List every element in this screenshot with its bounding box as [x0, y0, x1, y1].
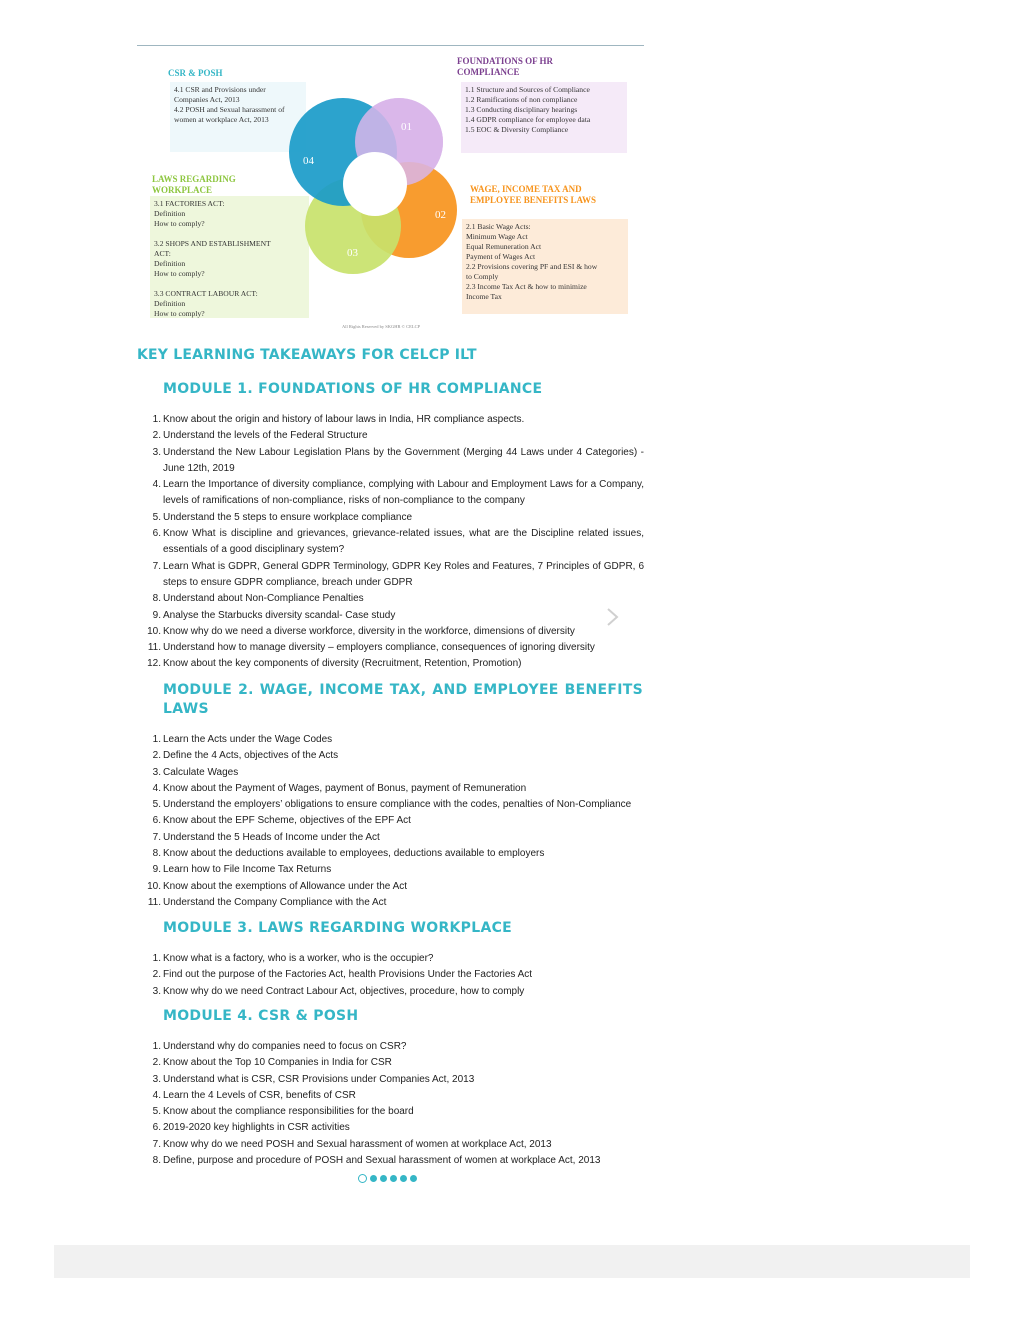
workplace-title: LAWS REGARDING WORKPLACE	[152, 174, 236, 195]
footer-bar	[54, 1245, 970, 1278]
list-item-text: Learn the Importance of diversity compliance, complying with Labour and Employment Laws for a Company, levels of ramifications of non-compliance, risks of non-compliance to the company	[163, 479, 644, 507]
infographic-line: 2.2 Provisions covering PF and ESI & how	[466, 262, 598, 271]
list-number: 4.	[152, 782, 161, 794]
list-item-text: Calculate Wages	[163, 766, 239, 778]
list-item-text: Know What is discipline and grievances, grievance-related issues, what are the Discipline related issues, essentials of a good disciplinary system?	[163, 528, 644, 556]
list-item-text: Analyse the Starbucks diversity scandal- Case study	[163, 609, 396, 621]
list-item	[137, 445, 644, 478]
list-number: 4.	[152, 1089, 161, 1101]
list-item-text: Know about the Payment of Wages, payment of Bonus, payment of Remuneration	[163, 782, 527, 794]
module-3-list	[137, 951, 644, 1000]
list-number: 2.	[152, 430, 161, 442]
infographic-line: 1.4 GDPR compliance for employee data	[465, 115, 591, 124]
list-number: 3.	[152, 1073, 161, 1085]
list-item-text: Know about the origin and history of labour laws in India, HR compliance aspects.	[163, 414, 525, 425]
infographic-line	[154, 279, 305, 289]
list-item	[137, 765, 644, 781]
infographic-line: 1.1 Structure and Sources of Compliance	[465, 85, 590, 94]
infographic-line: 4.2 POSH and Sexual harassment of	[174, 105, 285, 114]
list-item-text: Understand the 5 Heads of Income under the Act	[163, 831, 380, 843]
carousel-dot[interactable]	[400, 1175, 407, 1182]
ring-label-01: 01	[401, 121, 412, 133]
infographic-line: How to comply?	[154, 309, 205, 318]
list-item-text: Know about the exemptions of Allowance under the Act	[163, 880, 408, 892]
list-number: 2.	[152, 1057, 161, 1069]
ring-label-03: 03	[347, 247, 358, 259]
carousel-dot[interactable]	[358, 1174, 367, 1183]
csr-posh-box	[170, 82, 306, 152]
list-item-text: Understand why do companies need to focus on CSR?	[163, 1041, 407, 1052]
list-number: 3.	[152, 985, 161, 997]
list-number: 11.	[147, 642, 161, 654]
infographic-line: How to comply?	[154, 269, 205, 278]
course-infographic	[137, 52, 644, 337]
list-number: 10.	[147, 880, 161, 892]
infographic-line: ACT:	[154, 249, 171, 258]
list-item-text: Understand the employers’ obligations to ensure compliance with the codes, penalties of Non-Compliance	[163, 799, 632, 811]
list-item	[137, 1137, 644, 1153]
list-item-text: Find out the purpose of the Factories Act, health Provisions Under the Factories Act	[163, 969, 533, 981]
list-item-text: Understand about Non-Compliance Penalties	[163, 593, 364, 605]
infographic-line	[154, 229, 305, 239]
list-number: 1.	[152, 1041, 161, 1052]
list-item	[137, 1120, 644, 1136]
ring-center-hole	[343, 152, 407, 216]
list-item-text: Learn how to File Income Tax Returns	[163, 864, 332, 876]
list-number: 9.	[152, 609, 161, 621]
infographic-line: to Comply	[466, 272, 499, 281]
list-item	[137, 526, 644, 559]
list-number: 2.	[152, 969, 161, 981]
list-number: 5.	[152, 799, 161, 811]
infographic-line: Payment of Wages Act	[466, 252, 536, 261]
carousel-dot[interactable]	[390, 1175, 397, 1182]
infographic-line: 4.1 CSR and Provisions under	[174, 85, 266, 94]
infographic-line: How to comply?	[154, 219, 205, 228]
list-number: 8.	[152, 848, 161, 860]
infographic-line: 1.2 Ramifications of non compliance	[465, 95, 578, 104]
list-item	[137, 879, 644, 895]
list-item-text: Know about the compliance responsibilities for the board	[163, 1106, 414, 1118]
list-number: 1.	[152, 414, 161, 425]
list-item-text: Understand the 5 steps to ensure workplace compliance	[163, 511, 413, 523]
list-number: 6.	[152, 1122, 161, 1134]
list-item	[137, 1039, 644, 1055]
list-item-text: Know why do we need a diverse workforce, diversity in the workforce, dimensions of diversity	[163, 625, 575, 637]
infographic-line: Equal Remuneration Act	[466, 242, 542, 251]
list-number: 10.	[147, 625, 161, 637]
list-item	[137, 1088, 644, 1104]
list-item-text: Define the 4 Acts, objectives of the Acts	[163, 750, 339, 762]
list-item-text: Understand the levels of the Federal Structure	[163, 430, 368, 442]
list-item	[137, 967, 644, 983]
list-number: 7.	[152, 831, 161, 843]
list-number: 7.	[152, 1138, 161, 1150]
list-item-text: Understand the Company Compliance with the Act	[163, 896, 387, 908]
list-number: 1.	[152, 734, 161, 745]
list-item	[137, 412, 644, 428]
list-number: 1.	[152, 953, 161, 964]
list-item	[137, 797, 644, 813]
list-number: 2.	[152, 750, 161, 762]
compliance-ring-diagram	[287, 94, 467, 274]
list-item-text: Learn the 4 Levels of CSR, benefits of CSR	[163, 1089, 356, 1101]
list-item	[137, 951, 644, 967]
infographic-line: 3.2 SHOPS AND ESTABLISHMENT	[154, 239, 271, 248]
infographic-line: Income Tax	[466, 292, 502, 301]
infographic-line: Companies Act, 2013	[174, 95, 240, 104]
list-item	[137, 608, 644, 624]
module-4-title: MODULE 4. CSR & POSH	[163, 1008, 359, 1024]
list-item	[137, 477, 644, 510]
list-number: 12.	[147, 658, 161, 670]
list-number: 3.	[152, 446, 161, 458]
infographic-line: Minimum Wage Act	[466, 232, 528, 241]
list-item	[137, 1104, 644, 1120]
list-item	[137, 510, 644, 526]
list-number: 7.	[152, 560, 161, 572]
infographic-line: 3.3 CONTRACT LABOUR ACT:	[154, 289, 258, 298]
infographic-line: 2.1 Basic Wage Acts:	[466, 222, 531, 231]
copyright-note: All Rights Reserved by SKGHR © CELCP	[342, 324, 421, 329]
chevron-right-icon[interactable]	[604, 607, 620, 627]
list-number: 4.	[152, 479, 161, 491]
infographic-line: 1.3 Conducting disciplinary hearings	[465, 105, 578, 114]
list-item	[137, 640, 644, 656]
list-item-text: Know about the Top 10 Companies in India for CSR	[163, 1057, 392, 1069]
ring-label-02: 02	[435, 209, 446, 221]
list-item	[137, 732, 644, 748]
list-number: 5.	[152, 1106, 161, 1118]
list-item	[137, 428, 644, 444]
list-item	[137, 1072, 644, 1088]
list-item	[137, 846, 644, 862]
list-number: 8.	[152, 593, 161, 605]
list-item-text: Understand the New Labour Legislation Plans by the Government (Merging 44 Laws under 4 Categories) - June 12th, 2019	[163, 446, 644, 474]
infographic-line: Definition	[154, 259, 186, 268]
list-number: 8.	[152, 1155, 161, 1167]
infographic-line: Definition	[154, 209, 186, 218]
csr-posh-title: CSR & POSH	[168, 68, 223, 78]
module-3-title: MODULE 3. LAWS REGARDING WORKPLACE	[163, 920, 513, 936]
list-item-text: Define, purpose and procedure of POSH and Sexual harassment of women at workplace Act, 2013	[163, 1155, 601, 1167]
list-item-text: Know why do we need POSH and Sexual harassment of women at workplace Act, 2013	[163, 1138, 552, 1150]
list-item	[137, 1153, 644, 1169]
foundations-box	[461, 82, 627, 153]
list-item-text: Learn the Acts under the Wage Codes	[163, 734, 333, 745]
module-4-list	[137, 1039, 644, 1169]
list-item	[137, 813, 644, 829]
list-item	[137, 895, 644, 911]
list-number: 3.	[152, 766, 161, 778]
module-2-title: MODULE 2. WAGE, INCOME TAX, AND EMPLOYEE BENEFITS LAWS	[163, 682, 643, 717]
list-number: 6.	[152, 528, 161, 540]
wage-box	[462, 219, 628, 314]
list-number: 6.	[152, 815, 161, 827]
infographic-line: 2.3 Income Tax Act & how to minimize	[466, 282, 587, 291]
list-item-text: Learn What is GDPR, General GDPR Terminology, GDPR Key Roles and Features, 7 Principles of GDPR, 6 steps to ensure GDPR compliance, breach under GDPR	[163, 560, 644, 588]
list-item-text: Know what is a factory, who is a worker, who is the occupier?	[163, 953, 434, 964]
list-item	[137, 559, 644, 592]
carousel-dot[interactable]	[370, 1175, 377, 1182]
foundations-title: FOUNDATIONS OF HR COMPLIANCE	[457, 56, 554, 77]
infographic-line: women at workplace Act, 2013	[174, 115, 269, 124]
top-divider	[137, 45, 644, 46]
list-item	[137, 781, 644, 797]
list-item	[137, 656, 644, 672]
module-1-title: MODULE 1. FOUNDATIONS OF HR COMPLIANCE	[163, 381, 543, 397]
list-item	[137, 830, 644, 846]
carousel-dot[interactable]	[380, 1175, 387, 1182]
list-item-text: Understand how to manage diversity – employers compliance, consequences of ignoring diversity	[163, 642, 595, 654]
list-item-text: Know about the EPF Scheme, objectives of the EPF Act	[163, 815, 411, 827]
list-item	[137, 624, 644, 640]
list-number: 9.	[152, 864, 161, 876]
list-item-text: Know about the deductions available to employees, deductions available to employers	[163, 848, 545, 860]
list-item-text: Understand what is CSR, CSR Provisions under Companies Act, 2013	[163, 1073, 475, 1085]
infographic-line: Definition	[154, 299, 186, 308]
ring-label-04: 04	[303, 155, 314, 167]
page-title: KEY LEARNING TAKEAWAYS FOR CELCP ILT	[137, 347, 477, 363]
workplace-box	[150, 196, 309, 318]
infographic-line: 1.5 EOC & Diversity Compliance	[465, 125, 569, 134]
module-2-list	[137, 732, 644, 911]
list-item-text: Know about the key components of diversity (Recruitment, Retention, Promotion)	[163, 658, 522, 670]
module-1-list	[137, 412, 644, 673]
list-number: 11.	[147, 896, 161, 908]
wage-title: WAGE, INCOME TAX AND EMPLOYEE BENEFITS LAWS	[470, 184, 597, 205]
list-item	[137, 984, 644, 1000]
carousel-pagination	[358, 1174, 417, 1183]
list-item	[137, 748, 644, 764]
list-item	[137, 591, 644, 607]
list-item-text: Know why do we need Contract Labour Act, objectives, procedure, how to comply	[163, 985, 525, 997]
list-item	[137, 862, 644, 878]
list-number: 5.	[152, 511, 161, 523]
list-item	[137, 1055, 644, 1071]
infographic-line: 3.1 FACTORIES ACT:	[154, 199, 225, 208]
list-item-text: 2019-2020 key highlights in CSR activities	[163, 1122, 350, 1134]
carousel-dot[interactable]	[410, 1175, 417, 1182]
